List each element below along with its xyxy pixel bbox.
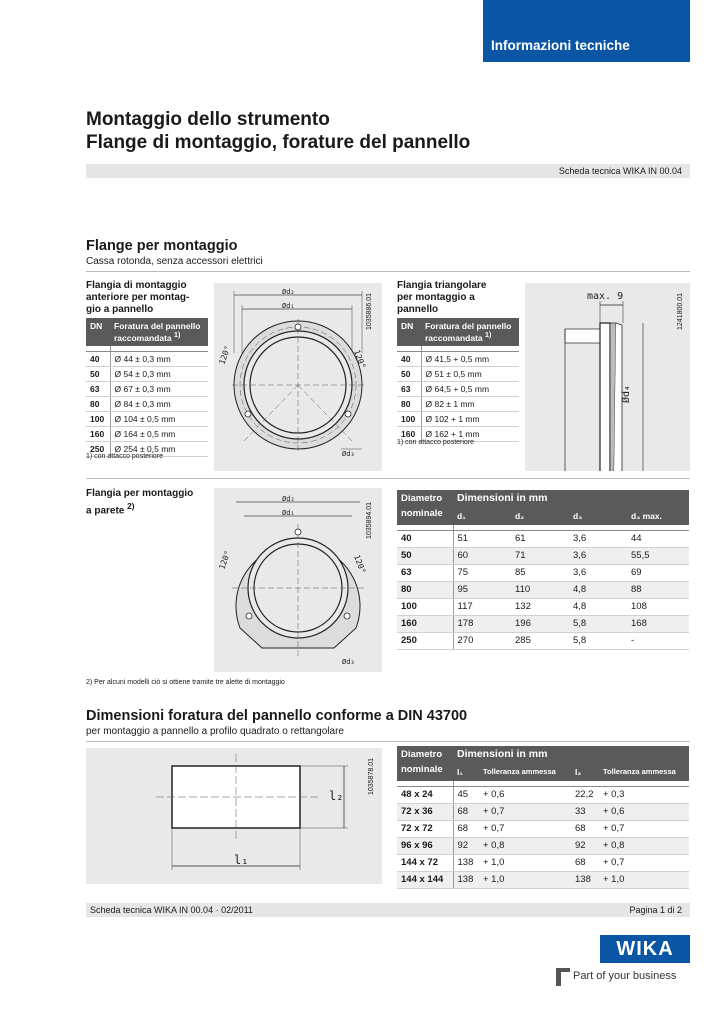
section2-divider (86, 741, 690, 742)
wall-footnote: 2) Per alcuni modelli ciò si ottiene tramite tre alette di montaggio (86, 679, 285, 686)
header-band (483, 0, 690, 62)
wika-logo (600, 935, 690, 963)
table-cell: Ø 84 ± 0,3 mm (110, 397, 208, 412)
front-flange-title-l1: Flangia di montaggio (86, 280, 187, 291)
table-cell: Ø 51 ± 0,5 mm (421, 367, 519, 382)
table-row (397, 615, 689, 632)
wall-title-l2: a parete (86, 505, 125, 517)
tri-label-d4: Ød₄ (621, 384, 632, 403)
col-dn: DN (86, 318, 110, 346)
footer-page: Pagina 1 di 2 (629, 905, 682, 915)
table-cell: + 0,6 (479, 786, 571, 803)
table-cell: 40 (397, 352, 421, 367)
tri-flange-drawing (525, 283, 690, 471)
tri-col-dn: DN (397, 318, 421, 346)
wall-flange-svg (214, 488, 382, 672)
wt-h-diam (397, 490, 453, 506)
ct-h-l2: l₂ (571, 762, 599, 781)
col-hole (110, 318, 208, 346)
wall-title-l1: Flangia per montaggio (86, 488, 194, 499)
table-cell: 5,8 (569, 632, 627, 649)
wt-h-diam-l1: Diametro (401, 493, 443, 504)
wall-title-sup: 2) (127, 501, 135, 511)
ff-drawing-id: 1035886.01 (366, 293, 373, 330)
table-cell: 63 (397, 564, 453, 581)
table-cell: + 0,6 (599, 803, 689, 820)
table-cell: 72 x 36 (397, 803, 453, 820)
table-cell: Ø 254 ± 0,5 mm (110, 442, 208, 457)
front-flange-table (86, 318, 208, 457)
cutout-label-l1: l₁ (234, 853, 249, 867)
section2-subheading: per montaggio a pannello a profilo quadrato o rettangolare (86, 726, 344, 737)
ff-label-d1: Ød₁ (282, 302, 295, 310)
table-row (397, 382, 519, 397)
table-row (397, 367, 519, 382)
table-cell: 110 (511, 581, 569, 598)
table-cell: 48 x 24 (397, 786, 453, 803)
table-cell: 80 (397, 397, 421, 412)
table-cell: 50 (86, 367, 110, 382)
table-cell: 63 (397, 382, 421, 397)
front-flange-footnote: 1) con attacco posteriore (86, 453, 164, 460)
table-cell: 100 (397, 598, 453, 615)
tagline-text: Part of your business (573, 970, 677, 982)
table-cell: 40 (397, 530, 453, 547)
wall-dimensions-table (397, 490, 689, 650)
table-cell: 144 x 144 (397, 871, 453, 888)
table-cell: Ø 67 ± 0,3 mm (110, 382, 208, 397)
table-cell: 3,6 (569, 547, 627, 564)
table-cell: - (627, 632, 689, 649)
table-row (397, 632, 689, 649)
table-row (397, 786, 689, 803)
table-cell: 138 (571, 871, 599, 888)
table-row (397, 412, 519, 427)
table-cell: + 1,0 (479, 871, 571, 888)
tri-col-hole-sup: 1) (485, 331, 492, 339)
table-cell: 100 (86, 412, 110, 427)
table-cell: 50 (397, 547, 453, 564)
ct-h-l1: l₁ (453, 762, 479, 781)
table-row (397, 837, 689, 854)
table-cell: 138 (453, 871, 479, 888)
wf-label-d1: Ød₁ (282, 509, 295, 517)
wt-h-d4: d₄ max. (627, 506, 689, 525)
table-row (397, 598, 689, 615)
table-row (397, 564, 689, 581)
table-row (86, 352, 208, 367)
tri-label-max: max. 9 (587, 291, 624, 302)
section2-heading: Dimensioni foratura del pannello conforme a DIN 43700 (86, 708, 468, 724)
table-cell: 92 (453, 837, 479, 854)
front-flange-svg (214, 283, 382, 471)
tagline-block (556, 968, 690, 986)
col-hole-l2: raccomandata (114, 332, 172, 343)
wall-flange-title (86, 488, 193, 517)
table-cell: 55,5 (627, 547, 689, 564)
table-cell: + 1,0 (479, 854, 571, 871)
wika-logo-text: WIKA (604, 939, 686, 959)
table-row (86, 382, 208, 397)
table-cell: 196 (511, 615, 569, 632)
table-cell: 68 (571, 854, 599, 871)
table-cell: 75 (453, 564, 511, 581)
table-cell: 95 (453, 581, 511, 598)
table-cell: 4,8 (569, 598, 627, 615)
wf-angle-left: 120° (217, 549, 233, 571)
table-row (397, 397, 519, 412)
table-cell: 160 (397, 427, 421, 442)
doc-ref-top: Scheda tecnica WIKA IN 00.04 (558, 166, 682, 176)
table-cell: 22,2 (571, 786, 599, 803)
tri-flange-svg (525, 283, 690, 471)
table-row (86, 427, 208, 442)
table-row (397, 803, 689, 820)
table-cell: 92 (571, 837, 599, 854)
header-band-title: Informazioni tecniche (491, 38, 630, 53)
table-cell: + 0,3 (599, 786, 689, 803)
table-cell: + 0,8 (479, 837, 571, 854)
col-hole-l1: Foratura del pannello (114, 321, 201, 331)
wt-h-d1: d₁ (453, 506, 511, 525)
doc-ref-bar (86, 164, 690, 178)
table-row (397, 547, 689, 564)
footer-doc-ref: Scheda tecnica WIKA IN 00.04 · 02/2011 (90, 905, 253, 915)
table-cell: 80 (86, 397, 110, 412)
front-flange-title (86, 280, 189, 316)
table-cell: 51 (453, 530, 511, 547)
table-cell: Ø 82 ± 1 mm (421, 397, 519, 412)
table-cell: 40 (86, 352, 110, 367)
table-cell: 60 (453, 547, 511, 564)
section1-divider (86, 271, 690, 272)
table-cell: 71 (511, 547, 569, 564)
wt-h-d3: d₃ (569, 506, 627, 525)
table-cell: 85 (511, 564, 569, 581)
table-cell: 270 (453, 632, 511, 649)
tri-flange-title (397, 280, 486, 316)
table-cell: 108 (627, 598, 689, 615)
tagline-mark-inner (561, 972, 570, 986)
table-cell: 3,6 (569, 564, 627, 581)
table-cell: 160 (86, 427, 110, 442)
table-cell: Ø 41,5 + 0,5 mm (421, 352, 519, 367)
table-cell: Ø 104 ± 0,5 mm (110, 412, 208, 427)
table-cell: 88 (627, 581, 689, 598)
front-flange-title-l2: anteriore per montag- (86, 292, 190, 303)
tri-title-l3: pannello (397, 304, 439, 315)
table-cell: Ø 54 ± 0,3 mm (110, 367, 208, 382)
ct-h-nominal: nominale (397, 762, 453, 781)
table-cell: + 0,7 (479, 820, 571, 837)
table-cell: 50 (397, 367, 421, 382)
table-cell: 178 (453, 615, 511, 632)
footer-bar (86, 903, 690, 917)
table-cell: Ø 162 + 1 mm (421, 427, 519, 442)
wall-divider (86, 478, 690, 479)
cutout-table (397, 746, 689, 889)
tri-col-hole-l1: Foratura del pannello (425, 321, 512, 331)
table-cell: 144 x 72 (397, 854, 453, 871)
table-cell: 5,8 (569, 615, 627, 632)
table-cell: 80 (397, 581, 453, 598)
table-cell: 68 (453, 803, 479, 820)
ct-h-diam: Diametro (397, 746, 453, 762)
page-title (86, 108, 470, 154)
title-line-2: Flange di montaggio, forature del pannello (86, 132, 471, 153)
panel-cutout-drawing (86, 748, 382, 884)
table-cell: 61 (511, 530, 569, 547)
table-cell: 285 (511, 632, 569, 649)
table-cell: 69 (627, 564, 689, 581)
tri-title-l1: Flangia triangolare (397, 280, 487, 291)
table-cell: Ø 164 ± 0,5 mm (110, 427, 208, 442)
wall-flange-drawing (214, 488, 382, 672)
col-hole-sup: 1) (174, 331, 181, 339)
table-cell: 68 (571, 820, 599, 837)
wt-h-dims: Dimensioni in mm (453, 490, 689, 506)
tri-flange-table (397, 318, 519, 442)
table-row (397, 871, 689, 888)
table-cell: 44 (627, 530, 689, 547)
table-cell: 3,6 (569, 530, 627, 547)
table-cell: 250 (397, 632, 453, 649)
tri-col-hole (421, 318, 519, 346)
table-row (397, 581, 689, 598)
table-row (397, 530, 689, 547)
table-row (86, 367, 208, 382)
table-cell: 117 (453, 598, 511, 615)
wf-drawing-id: 1035894.01 (366, 502, 373, 539)
cutout-label-l2: l₂ (329, 789, 344, 803)
wt-h-nominal: nominale (397, 506, 453, 525)
table-cell: 160 (397, 615, 453, 632)
tri-col-hole-l2: raccomandata (425, 332, 483, 343)
table-row (397, 854, 689, 871)
table-cell: + 0,7 (599, 854, 689, 871)
wf-label-d3: Ød₃ (342, 658, 355, 666)
table-row (397, 352, 519, 367)
table-cell: Ø 64,5 + 0,5 mm (421, 382, 519, 397)
table-row (86, 412, 208, 427)
table-cell: Ø 44 ± 0,3 mm (110, 352, 208, 367)
tri-title-l2: per montaggio a (397, 292, 475, 303)
ff-label-d3: Ød₃ (342, 450, 355, 458)
ct-h-tol2: Tolleranza ammessa (599, 762, 689, 781)
wf-angle-right: 120° (352, 553, 368, 575)
table-cell: 4,8 (569, 581, 627, 598)
table-cell: Ø 102 + 1 mm (421, 412, 519, 427)
ct-h-tol1: Tolleranza ammessa (479, 762, 571, 781)
panel-cutout-svg (86, 748, 382, 884)
table-cell: 168 (627, 615, 689, 632)
ct-h-dims: Dimensioni in mm (453, 746, 689, 762)
table-row (86, 397, 208, 412)
title-line-1: Montaggio dello strumento (86, 109, 330, 130)
table-cell: 138 (453, 854, 479, 871)
table-cell: + 0,7 (479, 803, 571, 820)
cutout-drawing-id: 1035878.01 (368, 758, 375, 795)
table-row (397, 820, 689, 837)
table-cell: 68 (453, 820, 479, 837)
tri-drawing-id: 1241800.01 (677, 293, 684, 330)
ff-label-d2: Ød₂ (282, 288, 295, 296)
ff-angle-left: 120° (217, 344, 233, 366)
table-cell: 45 (453, 786, 479, 803)
front-flange-title-l3: gio a pannello (86, 304, 154, 315)
ff-angle-right: 120° (352, 348, 368, 370)
table-cell: + 0,8 (599, 837, 689, 854)
tri-flange-footnote: 1) con attacco posteriore (397, 439, 475, 446)
table-cell: 72 x 72 (397, 820, 453, 837)
wt-h-d2: d₂ (511, 506, 569, 525)
front-flange-drawing (214, 283, 382, 471)
table-cell: 63 (86, 382, 110, 397)
table-cell: + 1,0 (599, 871, 689, 888)
wf-label-d2: Ød₂ (282, 495, 295, 503)
table-cell: 132 (511, 598, 569, 615)
table-cell: 96 x 96 (397, 837, 453, 854)
section1-heading: Flange per montaggio (86, 238, 238, 254)
section1-subheading: Cassa rotonda, senza accessori elettrici (86, 256, 263, 267)
table-cell: 100 (397, 412, 421, 427)
table-cell: + 0,7 (599, 820, 689, 837)
table-cell: 33 (571, 803, 599, 820)
table-cell: 250 (86, 442, 110, 457)
